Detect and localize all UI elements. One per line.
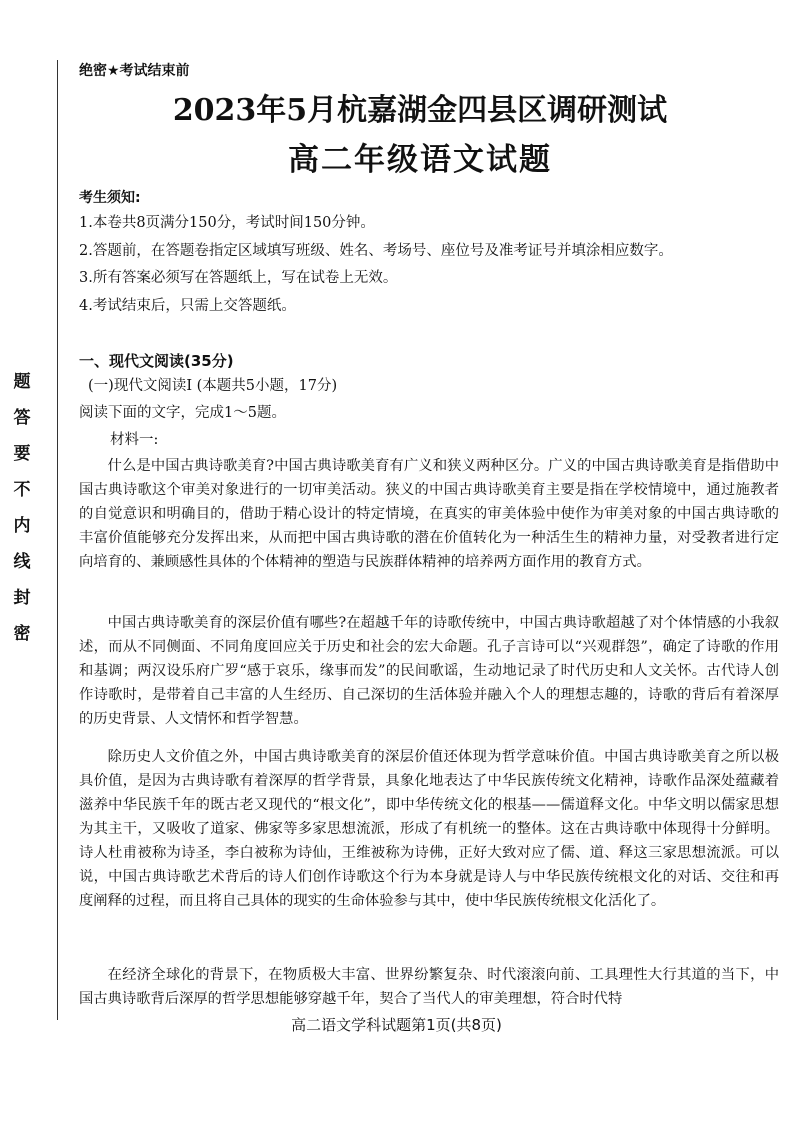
exam-subtitle: 高二年级语文试题	[288, 142, 552, 178]
paragraph: 什么是中国古典诗歌美育?中国古典诗歌美育有广义和狭义两种区分。广义的中国古典诗歌美育是指借助中国古典诗歌这个审美对象进行的一切审美活动。狭义的中国古典诗歌美育主要是指在学校情境中，通过施教者的自觉意识和明确目的，借助于精心设计的特定情境，在真实的审美体验中使作为审美对象的中国古典诗歌的丰富价值能够充分发挥出来，从而把中国古典诗歌的潜在价值转化为一种活生生的精神力量，对受教者进行定向培育的、兼顾感性具体的个体精神的塑造与民族群体精神的培养两方面作用的教育方式。	[79, 458, 779, 570]
confidential-label: 绝密★考试结束前	[79, 63, 190, 79]
section-subheading: (一)现代文阅读Ⅰ (本题共5小题，17分)	[88, 378, 338, 394]
paragraph: 中国古典诗歌美育的深层价值有哪些?在超越千年的诗歌传统中，中国古典诗歌超越了对个体情感的小我叙述，而从不同侧面、不同角度回应关于历史和社会的宏大命题。孔子言诗可以“兴观群怨”，确定了诗歌的作用和基调；两汉设乐府广罗“感于哀乐，缘事而发”的民间歌谣，生动地记录了时代历史和人文关怀。古代诗人创作诗歌时，是带着自己丰富的人生经历、自己深切的生活体验并融入个人的理想志趣的，诗歌的背后有着深厚的历史背景、人文情怀和哲学智慧。	[79, 615, 779, 727]
binding-margin-text	[8, 372, 36, 660]
seal-char: 要	[13, 444, 31, 464]
seal-char: 封	[13, 588, 31, 608]
paragraph: 在经济全球化的背景下，在物质极大丰富、世界纷繁复杂、时代滚滚向前、工具理性大行其道的当下，中国古典诗歌背后深厚的哲学思想能够穿越千年，契合了当代人的审美理想，符合时代特	[79, 967, 779, 1007]
notice-item: 4.考试结束后，只需上交答题纸。	[79, 298, 296, 314]
seal-char: 内	[13, 516, 31, 536]
paragraph: 除历史人文价值之外，中国古典诗歌美育的深层价值还体现为哲学意味价值。中国古典诗歌美育之所以极具价值，是因为古典诗歌有着深厚的哲学背景，具象化地表达了中华民族传统文化精神，诗歌作品深处蕴藏着滋养中华民族千年的既古老又现代的“根文化”，即中华传统文化的根基——儒道释文化。中华文明以儒家思想为其主干，又吸收了道家、佛家等多家思想流派，形成了有机统一的整体。这在古典诗歌中体现得十分鲜明。诗人杜甫被称为诗圣，李白被称为诗仙，王维被称为诗佛，正好大致对应了儒、道、释这三家思想流派。可以说，中国古典诗歌艺术背后的诗人们创作诗歌这个行为本身就是诗人与中华民族传统根文化的对话、交往和再度阐释的过程，而且将自己具体的现实的生命体验参与其中，使中华民族传统根文化活化了。	[79, 749, 779, 909]
section-heading: 一、现代文阅读(35分)	[79, 352, 234, 370]
page-footer: 高二语文学科试题第1页(共8页)	[291, 1016, 502, 1034]
seal-char: 密	[13, 624, 31, 644]
binding-line	[57, 60, 58, 1020]
notice-heading: 考生须知:	[79, 190, 141, 206]
seal-char: 题	[13, 372, 31, 392]
exam-title: 2023年5月杭嘉湖金四县区调研测试	[172, 93, 668, 128]
notice-item: 1.本卷共8页满分150分，考试时间150分钟。	[79, 215, 375, 231]
notice-item: 2.答题前，在答题卷指定区域填写班级、姓名、考场号、座位号及准考证号并填涂相应数字。	[79, 243, 673, 259]
seal-char: 答	[13, 408, 31, 428]
seal-char: 线	[13, 552, 31, 572]
seal-char: 不	[13, 480, 31, 500]
reading-instruction: 阅读下面的文字，完成1～5题。	[79, 405, 286, 421]
notice-item: 3.所有答案必须写在答题纸上，写在试卷上无效。	[79, 270, 398, 286]
material-label: 材料一:	[110, 432, 159, 448]
